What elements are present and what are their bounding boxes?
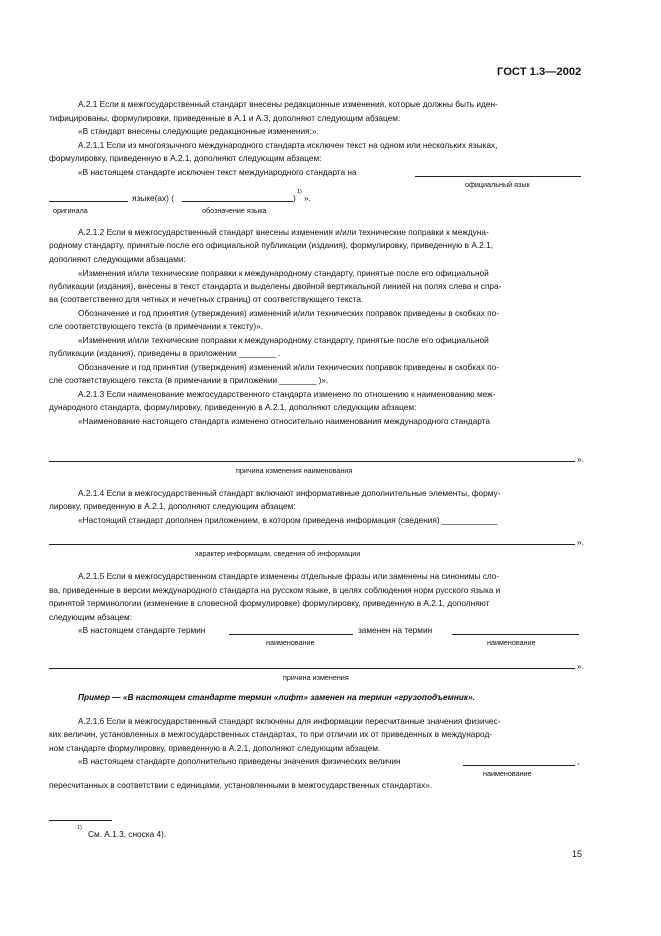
blank-line-term-1 (229, 634, 353, 635)
footnote-mark: 1) (77, 825, 82, 831)
label-official-language: официальный язык (465, 180, 530, 189)
label-quantity-name: наименование (483, 769, 532, 778)
paragraph-line: публикации (издания), приведены в приложении ________ . (49, 348, 281, 358)
paragraph-line: сле соответствующего текста (в примечании к тексту)». (49, 321, 264, 331)
paragraph-line: родному стандарту, принятые после его официальной публикации (издания), формулировку, приведенную в А.2.1, (49, 240, 494, 250)
label-term-1: наименование (266, 638, 315, 647)
quote-end: ». (577, 661, 584, 671)
paragraph-line: А.2.1.6 Если в межгосударственный стандарт включены для информации пересчитанные значения физичес- (78, 716, 501, 726)
blank-line-official-language (415, 176, 581, 177)
footnote-rule (49, 820, 112, 821)
paragraph-line: А.2.1.3 Если наименование межгосударственного стандарта изменено по отношению к наименованию меж- (78, 389, 496, 399)
paragraph-line: «Наименование настоящего стандарта изменено относительно наименования международного стандарта (78, 416, 491, 426)
paragraph-line: следующим абзацем: (49, 612, 132, 622)
paragraph-line: А.2.1.5 Если в межгосударственном стандарте изменены отдельные фразы или заменены на синонимы сло- (78, 571, 500, 581)
paragraph-line: «В стандарт внесены следующие редакционные изменения:». (78, 126, 319, 136)
quote-end: ». (304, 193, 311, 203)
paragraph-line: «Настоящий стандарт дополнен приложением, в котором приведена информация (сведения) ____________ (78, 515, 498, 525)
paragraph-line: «Изменения и/или технические поправки к международному стандарту, принятые после его официальной (78, 268, 489, 278)
label-original: оригинала (53, 206, 88, 215)
example: Пример — «В настоящем стандарте термин «лифт» заменен на термин «грузоподъемник». (78, 692, 475, 702)
paragraph-line: дународного стандарта, формулировку, приведенную в А.2.1, дополняют следующим абзацем: (49, 402, 417, 412)
paragraph-line: Обозначение и год принятия (утверждения) изменений и/или технических поправок приведены в скобках по- (78, 362, 500, 372)
paragraph-line: формулировку, приведенную в А.2.1, дополняют следующим абзацем: (49, 153, 322, 163)
footnote-mark: 1) (297, 189, 302, 195)
paragraph-line: сле соответствующего текста (в примечании в приложении ________ )». (49, 375, 329, 385)
paragraph-line: А.2.1 Если в межгосударственный стандарт внесены редакционные изменения, которые должны быть иден- (78, 99, 498, 109)
paragraph-line: А.2.1.1 Если из многоязычного международного стандарта исключен текст на одном или нескольких языках, (78, 140, 498, 150)
paragraph-line: дополняют следующими абзацами: (49, 254, 186, 264)
label-language-code: обозначение языка (202, 206, 267, 215)
blank-line-original (49, 201, 128, 202)
paragraph-line: А.2.1.4 Если в межгосударственный стандарт включают информативные дополнительные элементы, форму- (78, 488, 501, 498)
page-number: 15 (572, 849, 583, 859)
quote-end: ». (577, 454, 584, 464)
label-term-2: наименование (487, 638, 536, 647)
paragraph-line: ва, приведенные в версии международного стандарта на русском языке, в целях соблюдения норм русского языка и (49, 585, 501, 595)
paragraph-line: пересчитанных в соответствии с единицами, установленными в межгосударственных стандартах». (49, 780, 433, 790)
comma: , (577, 756, 580, 766)
paragraph-line: публикации (издания), внесены в текст стандарта и выделены двойной вертикальной линией на полях слева и спра- (49, 281, 502, 291)
quote-end: ». (577, 537, 584, 547)
quote-close-paren: ) (293, 193, 296, 203)
label-information: характер информации, сведения об информации (195, 549, 361, 558)
footnote-text: См. А.1.3, сноска 4). (88, 829, 167, 839)
blank-line-reason (49, 668, 575, 669)
paragraph-line: ном стандарте формулировку, приведенную в А.2.1, дополняют следующим абзацем. (49, 743, 381, 753)
blank-line-quantity (463, 765, 575, 766)
label-reason: причина изменения (283, 673, 349, 682)
quote-start: «В настоящем стандарте термин (78, 625, 206, 635)
replaced-with: заменен на термин (358, 625, 433, 635)
paragraph-line: принятой терминологии (изменение в словесной формулировке) формулировку, приведенную в А.2.1, дополняют (49, 598, 490, 608)
paragraph-line: Обозначение и год принятия (утверждения) изменений и/или технических поправок приведены в скобках по- (78, 308, 500, 318)
paragraph-line: лировку, приведенную в А.2.1, дополняют следующим абзацем: (49, 501, 296, 511)
paragraph-line: А.2.1.2 Если в межгосударственный стандарт внесены изменения и/или технические поправки к междуна- (78, 227, 489, 237)
quote-start: «В настоящем стандарте исключен текст международного стандарта на (78, 167, 357, 177)
language-suffix: языке(ах) ( (132, 193, 174, 203)
blank-line-reason (49, 461, 575, 462)
quote-start: «В настоящем стандарте дополнительно приведены значения физических величин (78, 756, 401, 766)
document-id: ГОСТ 1.3—2002 (497, 66, 582, 78)
paragraph-line: ва (соответственно для четных и нечетных страниц) от соответствующего текста. (49, 294, 364, 304)
paragraph-line: ких величин, установленных в межгосударственных стандартах, то при отличии их от приведенных в международ- (49, 729, 493, 739)
blank-line-term-2 (452, 634, 579, 635)
paragraph-line: тифицированы, формулировки, приведенные в А.1 и А.3, дополняют следующим абзацем: (49, 113, 401, 123)
blank-line-information (49, 544, 575, 545)
blank-line-language-code (182, 201, 293, 202)
paragraph-line: «Изменения и/или технические поправки к международному стандарту, принятые после его официальной (78, 335, 489, 345)
label-reason: причина изменения наименования (236, 466, 353, 475)
